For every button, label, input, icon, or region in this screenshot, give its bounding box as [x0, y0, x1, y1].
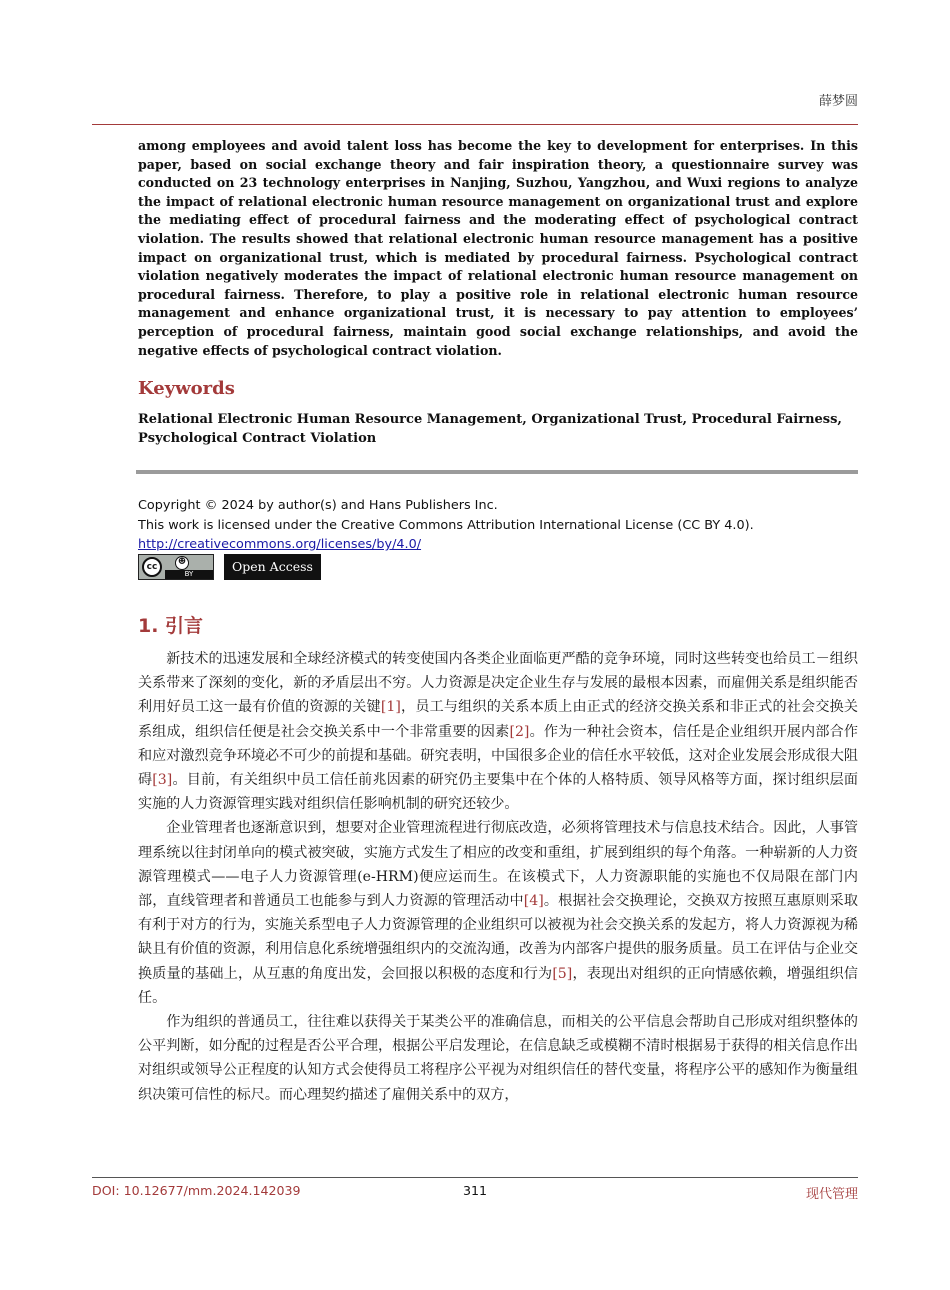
section-divider: [136, 470, 858, 474]
license-line: This work is licensed under the Creative Commons Attribution International License (CC BY 4.0).: [138, 517, 754, 533]
keywords-text: Relational Electronic Human Resource Management, Organizational Trust, Procedural Fairness, Psychological Contract Violation: [138, 412, 842, 446]
abstract-text: among employees and avoid talent loss has become the key to development for enterprises. In this paper, based on social exchange theory and fair inspiration theory, a questionnaire survey was conducted on 23 technology enterprises in Nanjing, Suzhou, Yangzhou, and Wuxi regions to analyze the impact of relational electronic human resource management on organizational trust and explore the mediating effect of procedural fairness and the moderating effect of psychological contract violation. The results showed that relational electronic human resource management has a positive impact on organizational trust, which is mediated by procedural fairness. Psychological contract violation negatively moderates the impact of relational electronic human resource management on procedural fairness. Therefore, to play a positive role in relational electronic human resource management and enhance organizational trust, it is necessary to pay attention to employees’ perception of procedural fairness, maintain good social exchange relationships, and avoid the negative effects of psychological contract violation.: [138, 138, 858, 358]
citation-link[interactable]: [1]: [380, 699, 401, 716]
paragraph: 企业管理者也逐渐意识到，想要对企业管理流程进行彻底改造，必须将管理技术与信息技术结合。因此，人事管理系统以往封闭单向的模式被突破，实施方式发生了相应的改变和重组，扩展到组织的每个角落。一种崭新的人力资源管理模式——电子人力资源管理(e-HRM)便应运而生。在该模式下，人力资源职能的实施也不仅局限在部门内部，直线管理者和普通员工也能参与到人力资源的管理活动中[4]。根据社会交换理论，交换双方按照互惠原则采取有利于对方的行为，实施关系型电子人力资源管理的企业组织可以被视为社会交换关系的发起方，将人力资源视为稀缺且有价值的资源，利用信息化系统增强组织内的交流沟通，改善为内部客户提供的服务质量。员工在评估与企业交换质量的基础上，从互惠的角度出发，会回报以积极的态度和行为[5]，表现出对组织的正向情感依赖，增强组织信任。: [138, 820, 859, 1006]
license-link[interactable]: http://creativecommons.org/licenses/by/4.0/: [138, 537, 422, 552]
keywords-heading: Keywords: [138, 378, 235, 399]
citation-link[interactable]: [2]: [509, 723, 530, 740]
copyright-block: [138, 496, 754, 555]
footer-doi[interactable]: DOI: 10.12677/mm.2024.142039: [92, 1183, 301, 1198]
journal-name: 现代管理: [805, 1187, 858, 1202]
paragraph: 作为组织的普通员工，往往难以获得关于某类公平的准确信息，而相关的公平信息会帮助自己形成对组织整体的公平判断，如分配的过程是否公平合理，根据公平启发理论，在信息缺乏或模糊不清时根据易于获得的相关信息作出对组织或领导公正程度的认知方式会使得员工将程序公平视为对组织信任的替代变量，将程序公平的感知作为衡量组织决策可信性的标尺。而心理契约描述了雇佣关系中的双方，: [138, 1014, 858, 1103]
copyright-line: Copyright © 2024 by author(s) and Hans Publishers Inc.: [138, 498, 498, 513]
license-badges: [138, 554, 321, 580]
cc-icon: cc: [142, 557, 162, 577]
citation-link[interactable]: [5]: [552, 965, 573, 982]
body-text: [138, 647, 858, 1107]
header-rule: [92, 124, 858, 125]
citation-link[interactable]: [4]: [523, 893, 544, 910]
running-header-author: 薛梦圆: [818, 94, 858, 109]
footer-rule: [92, 1177, 858, 1178]
page-number: 311: [462, 1183, 488, 1198]
open-access-badge[interactable]: Open Access: [224, 554, 321, 580]
section-heading: 1. 引言: [138, 615, 204, 637]
by-label: BY: [165, 570, 213, 579]
cc-by-badge[interactable]: [138, 554, 214, 580]
paragraph: 新技术的迅速发展和全球经济模式的转变使国内各类企业面临更严酷的竞争环境，同时这些转变也给员工－组织关系带来了深刻的变化，新的矛盾层出不穷。人力资源是决定企业生存与发展的最根本因素，而雇佣关系是组织能否利用好员工这一最有价值的资源的关键[1]，员工与组织的关系本质上由正式的经济交换关系和非正式的社会交换关系组成，组织信任便是社会交换关系中一个非常重要的因素[2]。作为一种社会资本，信任是企业组织开展内部合作和应对激烈竞争环境必不可少的前提和基础。研究表明，中国很多企业的信任水平较低，这对企业发展会形成很大阻碍[3]。目前，有关组织中员工信任前兆因素的研究仍主要集中在个体的人格特质、领导风格等方面，探讨组织层面实施的人力资源管理实践对组织信任影响机制的研究还较少。: [138, 651, 859, 813]
citation-link[interactable]: [3]: [152, 772, 173, 789]
attribution-icon: ☻: [175, 556, 189, 570]
